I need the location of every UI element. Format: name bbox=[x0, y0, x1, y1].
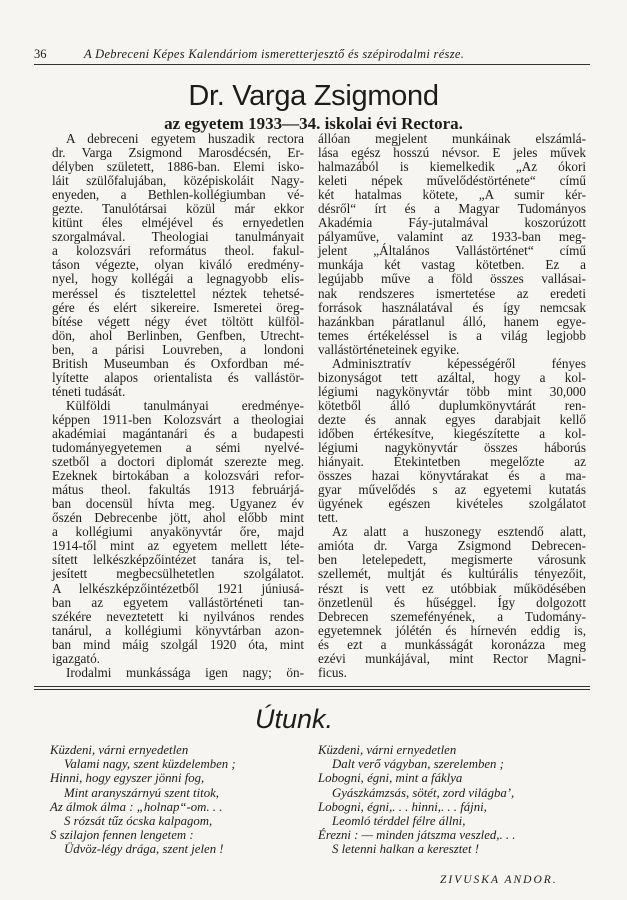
text-line: halmazából is kiemelkedik „Az ókori bbox=[318, 159, 586, 175]
text-line: ban az egyetem vallástörténeti tan- bbox=[52, 594, 304, 610]
text-line: British Museumban és Oxfordban mé- bbox=[52, 355, 304, 371]
text-line: őszén Debrecenbe jött, ahol előbb mint bbox=[52, 510, 304, 526]
running-header bbox=[34, 46, 590, 65]
poem-author: ZIVUSKA ANDOR. bbox=[440, 874, 558, 886]
text-line: A debreceni egyetem huszadik rectora bbox=[66, 131, 304, 146]
text-line: Adminisztratív képességéről fényes bbox=[332, 355, 586, 371]
text-line: Ezeknek birtokában a kolozsvári refor- bbox=[52, 468, 304, 484]
text-line: dr. Varga Zsigmond Marosdécsén, Er- bbox=[52, 145, 304, 161]
text-line: önzetlenül és hűséggel. Így dolgozott bbox=[318, 594, 586, 610]
text-line: lása egész hosszú névsor. E jeles művek bbox=[318, 145, 586, 161]
text-line: meréssel és tisztelettel néztek tehetsé- bbox=[52, 285, 304, 301]
text-line: lyítette alapos orientalista és vallástör- bbox=[52, 369, 304, 385]
text-line: részt is vett ez utóbbiak működésében bbox=[318, 580, 586, 596]
text-line: vallástörténeteinek egyike. bbox=[318, 341, 460, 357]
text-line: munkája két vastag kötetben. Ez a bbox=[318, 257, 586, 273]
text-line: hiányait. Étekintetben megelőzte az bbox=[318, 454, 586, 470]
text-line: bizonyságot tett azáltal, hogy a kol- bbox=[318, 369, 586, 385]
poem-title: Útunk. bbox=[255, 704, 334, 734]
text-line: A lelkészképzőintézetből 1921 júniusá- bbox=[52, 580, 304, 596]
poem-line: Az álmok álma : „holnap“-om. . . bbox=[50, 799, 223, 814]
text-line: összes hazai könyvtárakat és a ma- bbox=[318, 468, 586, 484]
text-line: gére és elért sikereire. Ismeretei öreg- bbox=[52, 299, 304, 315]
text-line: sített lelkészképzőintézet tanára is, tel- bbox=[52, 552, 304, 568]
text-line: Külföldi tanulmányai eredménye- bbox=[66, 397, 304, 413]
text-line: és ezt a munkásságát koronázza meg bbox=[318, 636, 586, 652]
text-line: Akadémia Fáy-jutalmával koszorúzott bbox=[318, 215, 586, 231]
text-line: ban mind máig szolgál 1920 óta, mint bbox=[52, 636, 304, 652]
text-line: szetből a doctori diplomát szerezte meg. bbox=[52, 454, 304, 470]
poem-line: Hinni, hogy egyszer jönni fog, bbox=[50, 771, 205, 786]
text-line: hazánkban páratlanul álló, hanem egye- bbox=[318, 313, 586, 329]
text-line: a kollégiumi anyakönyvtár őre, majd bbox=[52, 524, 304, 540]
text-line: gyar művelődés s az egyetemi kutatás bbox=[318, 482, 586, 498]
poem-line: Gyászkámzsás, sötét, zord világba’, bbox=[332, 785, 515, 800]
running-title: A Debreceni Képes Kalendáriom ismeretterjesztő és szépirodalmi része. bbox=[84, 47, 465, 61]
text-line: képpen 1911-ben Kolozsvárt a theologiai bbox=[52, 411, 304, 427]
text-line: pályaműve, valamint az 1933-ban meg- bbox=[318, 229, 586, 245]
text-line: két hatalmas kötete, „A sumir kér- bbox=[318, 187, 586, 203]
poem-line: S rózsát tűz ócska kalpagom, bbox=[64, 814, 213, 829]
text-line: időben értékesítve, kiegészítette a kol- bbox=[318, 425, 586, 441]
text-line: igazgató. bbox=[52, 650, 100, 666]
text-line: szellemét, multját és kultúrális tényezőit, bbox=[318, 566, 586, 582]
text-line: jesített megbecsülhetetlen szolgálatot. bbox=[52, 566, 304, 582]
text-line: mátus theol. fakultás 1913 februárjá- bbox=[52, 482, 304, 498]
text-line: bítése végett négy évet töltött külföl- bbox=[52, 313, 304, 329]
text-line: gezte. Tanulótársai közül már ekkor bbox=[52, 201, 304, 217]
article-subtitle: az egyetem 1933—34. iskolai évi Rectora. bbox=[164, 114, 463, 133]
poem-line: Dalt verő vágyban, szerelemben ; bbox=[332, 757, 504, 772]
text-line: dön, ahol Berlinben, Genfben, Utrecht- bbox=[52, 327, 304, 343]
text-line: táson végezte, olyan kiváló eredmény- bbox=[52, 257, 304, 273]
text-line: enyeden, a Bethlen-kollégiumban vé- bbox=[52, 187, 304, 203]
text-line: legújabb műve a föld összes vallásai- bbox=[318, 271, 586, 287]
text-line: láit szülőfalujában, középiskoláit Nagy- bbox=[52, 173, 304, 189]
text-line: jelent „Általános Vallástörténet“ című bbox=[318, 243, 586, 259]
text-line: nyel, hogy kollégái a legnagyobb elis- bbox=[52, 271, 304, 287]
text-line: légiumi nagykönyvtár összes háborús bbox=[318, 440, 586, 456]
text-line: Irodalmi munkássága igen nagy; ön- bbox=[66, 664, 304, 680]
text-line: Az alatt a huszonegy esztendő alatt, bbox=[332, 524, 586, 540]
text-line: ügyének egészen kivételes szolgálatot bbox=[318, 496, 586, 512]
text-line: téneti tudását. bbox=[52, 383, 126, 399]
text-line: a kolozsvári református theol. fakul- bbox=[52, 243, 304, 259]
text-line: nak rendszeres ismertetése az eredeti bbox=[318, 285, 586, 301]
poem-right-stanza bbox=[318, 743, 516, 857]
poem-left-stanza bbox=[50, 743, 236, 857]
poem-line: Küzdeni, várni ernyedetlen bbox=[50, 743, 189, 757]
poem-line: Érezni : — minden játszma veszled,. . . bbox=[318, 828, 516, 843]
text-line: délyben született, 1886-ban. Elemi isko- bbox=[52, 159, 304, 175]
poem-line: Mint aranyszárnyú szent titok, bbox=[64, 785, 219, 800]
text-line: források használatával és így nemcsak bbox=[318, 299, 586, 315]
poem-line: Leomló térddel félre állni, bbox=[332, 814, 466, 829]
text-line: egyetemnek jólétén és hírnevén eddig is, bbox=[318, 622, 586, 638]
right-text-column bbox=[318, 132, 586, 680]
text-line: dezte és annak egyes darabjait kellő bbox=[318, 411, 586, 427]
text-line: désről“ írt és a Magyar Tudományos bbox=[318, 201, 586, 217]
text-line: ben letelepedett, megismerte városunk bbox=[318, 552, 586, 568]
text-line: tudományegyetemen a sémi nyelvé- bbox=[52, 440, 304, 456]
text-line: ficus. bbox=[318, 664, 347, 680]
text-line: Debrecen szemefényének, a Tudomány- bbox=[318, 608, 586, 624]
text-line: keleti népek művelődéstörténete“ című bbox=[318, 173, 586, 189]
poem-line: Üdvöz-légy drága, szent jelen ! bbox=[64, 842, 224, 857]
poem-line: Küzdeni, várni ernyedetlen bbox=[318, 743, 457, 757]
poem-line: S szilajon fennen lengetem : bbox=[50, 828, 194, 843]
text-line: tett. bbox=[318, 510, 339, 526]
text-line: ben, a párisi Louvreben, a londoni bbox=[52, 341, 304, 357]
text-line: légiumi nagykönyvtár több mint 30,000 bbox=[318, 383, 586, 399]
text-line: székére neveztetett ki nyilvános rendes bbox=[52, 608, 304, 624]
poem-line: Valami nagy, szent küzdelemben ; bbox=[64, 757, 236, 772]
text-line: szorgalmával. Theologiai tanulmányait bbox=[52, 229, 304, 245]
text-line: 1914-től mint az egyetem mellett léte- bbox=[52, 538, 304, 554]
section-divider bbox=[34, 686, 590, 690]
text-line: amióta dr. Varga Zsigmond Debrecen- bbox=[318, 538, 586, 554]
text-line: ezévi munkájával, mint Rector Magni- bbox=[318, 650, 586, 666]
article-title: Dr. Varga Zsigmond bbox=[188, 80, 439, 112]
poem-line: Lobogni, égni, mint a fáklya bbox=[318, 771, 463, 786]
text-line: tanárul, a kollégiumi könyvtárban azon- bbox=[52, 622, 304, 638]
text-line: temes értékeléssel is a világ legjobb bbox=[318, 327, 586, 343]
text-line: kötetből álló duplumkönyvtárát ren- bbox=[318, 397, 586, 413]
text-line: ban docensül hívta meg. Ugyanez év bbox=[52, 496, 304, 512]
poem-line: S letenni halkan a keresztet ! bbox=[332, 842, 480, 857]
left-text-column bbox=[52, 132, 304, 680]
text-line: akadémiai magántanári és a budapesti bbox=[52, 425, 304, 441]
page-number: 36 bbox=[34, 47, 47, 61]
text-line: kitünt éles elméjével és ernyedetlen bbox=[52, 215, 304, 231]
text-line: állóan megjelent munkáinak elszámlá- bbox=[318, 131, 586, 146]
poem-line: Lobogni, égni,. . . hinni,. . . fájni, bbox=[318, 799, 487, 814]
